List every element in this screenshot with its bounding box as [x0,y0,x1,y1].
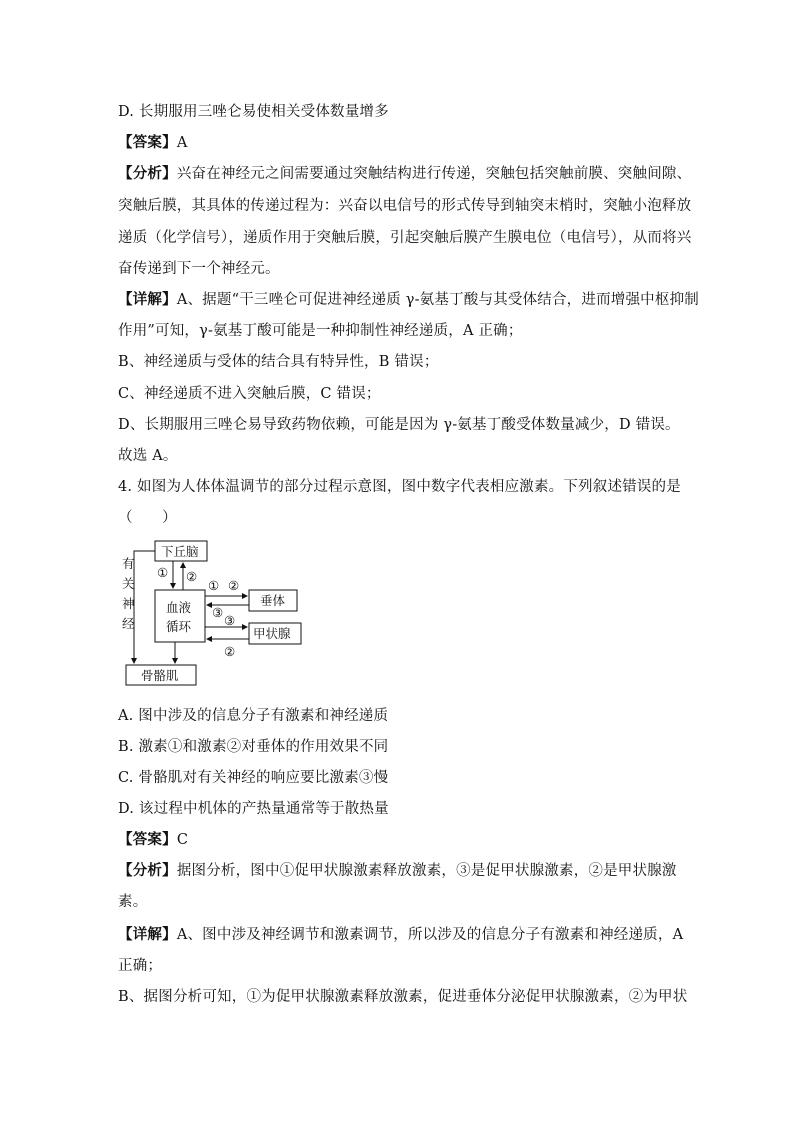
q4-analysis-line-2: 素。 [118,894,148,910]
side-label-char: 有 [122,556,135,571]
blood-label-1: 血液 [166,600,192,615]
q3-detail-line-2: 作用”可知，γ-氨基丁酸可能是一种抑制性神经递质，A 正确； [118,323,523,339]
q4-analysis-line-1 [118,861,677,881]
thyroid-label: 甲状腺 [253,626,291,641]
q3-analysis-line-3: 递质（化学信号），递质作用于突触后膜，引起突触后膜产生膜电位（电信号），从而将兴 [118,230,692,246]
label-n1: ① [208,578,220,593]
analysis-text: 据图分析，图中①促甲状腺激素释放激素，③是促甲状腺激素，②是甲状腺激 [176,863,677,879]
q4-answer [118,830,188,850]
q3-detail-line-3: B、神经递质与受体的结合具有特异性，B 错误； [118,354,439,370]
blood-label-2: 循环 [166,619,192,634]
q4-option-b: B. 激素①和激素②对垂体的作用效果不同 [118,739,389,755]
label-n2: ② [186,569,198,584]
label-n2: ② [224,644,236,659]
arrow-nerve-to-muscle [134,551,155,663]
diagram-svg [118,538,318,688]
skeletal-muscle-label: 骨骼肌 [141,668,179,683]
q3-answer [118,133,187,153]
detail-text: A、图中涉及神经调节和激素调节，所以涉及的信息分子有激素和神经递质，A [176,927,684,943]
q3-detail-line-5: D、长期服用三唑仑易导致药物依赖，可能是因为 γ-氨基丁酸受体数量减少，D 错误。 [118,417,680,433]
q3-analysis-line-1 [118,164,691,184]
q3-conclusion: 故选 A。 [118,448,178,464]
q3-analysis-line-4: 奋传递到下一个神经元。 [118,261,280,277]
blood-circulation-box [155,590,205,642]
detail-tag: 【详解】 [118,926,177,943]
analysis-tag: 【分析】 [118,165,177,182]
q4-stem: 4. 如图为人体体温调节的部分过程示意图，图中数字代表相应激素。下列叙述错误的是 [118,479,681,495]
q3-detail-line-1 [118,290,699,310]
label-n2: ② [228,578,240,593]
analysis-text: 兴奋在神经元之间需要通过突触结构进行传递，突触包括突触前膜、突触间隙、 [176,166,692,182]
answer-tag: 【答案】 [118,831,177,848]
q3-option-d: D. 长期服用三唑仑易使相关受体数量增多 [118,104,389,120]
detail-tag: 【详解】 [118,291,177,308]
q4-option-c: C. 骨骼肌对有关神经的响应要比激素③慢 [118,770,389,786]
q4-detail-line-3: B、据图分析可知，①为促甲状腺激素释放激素，促进垂体分泌促甲状腺激素，②为甲状 [118,989,688,1005]
q4-parenthesis: （ ） [118,510,177,526]
answer-value: C [176,832,189,848]
side-label-char: 神 [122,596,135,611]
thermoregulation-diagram [118,538,318,688]
q3-analysis-line-2: 突触后膜，其具体的传递过程为：兴奋以电信号的形式传导到轴突末梢时，突触小泡释放 [118,198,692,214]
side-label-char: 关 [122,576,135,591]
q4-option-a: A. 图中涉及的信息分子有激素和神经递质 [118,708,389,724]
label-n1: ① [157,565,169,580]
q4-option-d: D. 该过程中机体的产热量通常等于散热量 [118,801,389,817]
label-n3: ③ [224,613,236,628]
q3-detail-line-4: C、神经递质不进入突触后膜，C 错误； [118,386,381,402]
q4-detail-line-2: 正确； [118,958,163,974]
label-n3: ③ [212,605,224,620]
q4-detail-line-1 [118,925,683,945]
analysis-tag: 【分析】 [118,862,177,879]
detail-text: A、据题“干三唑仑可促进神经递质 γ-氨基丁酸与其受体结合，进而增强中枢抑制 [176,292,699,308]
answer-value: A [176,135,188,151]
side-label-char: 经 [122,616,135,631]
hypothalamus-label: 下丘脑 [161,544,199,559]
answer-tag: 【答案】 [118,134,177,151]
pituitary-label: 垂体 [260,593,286,608]
